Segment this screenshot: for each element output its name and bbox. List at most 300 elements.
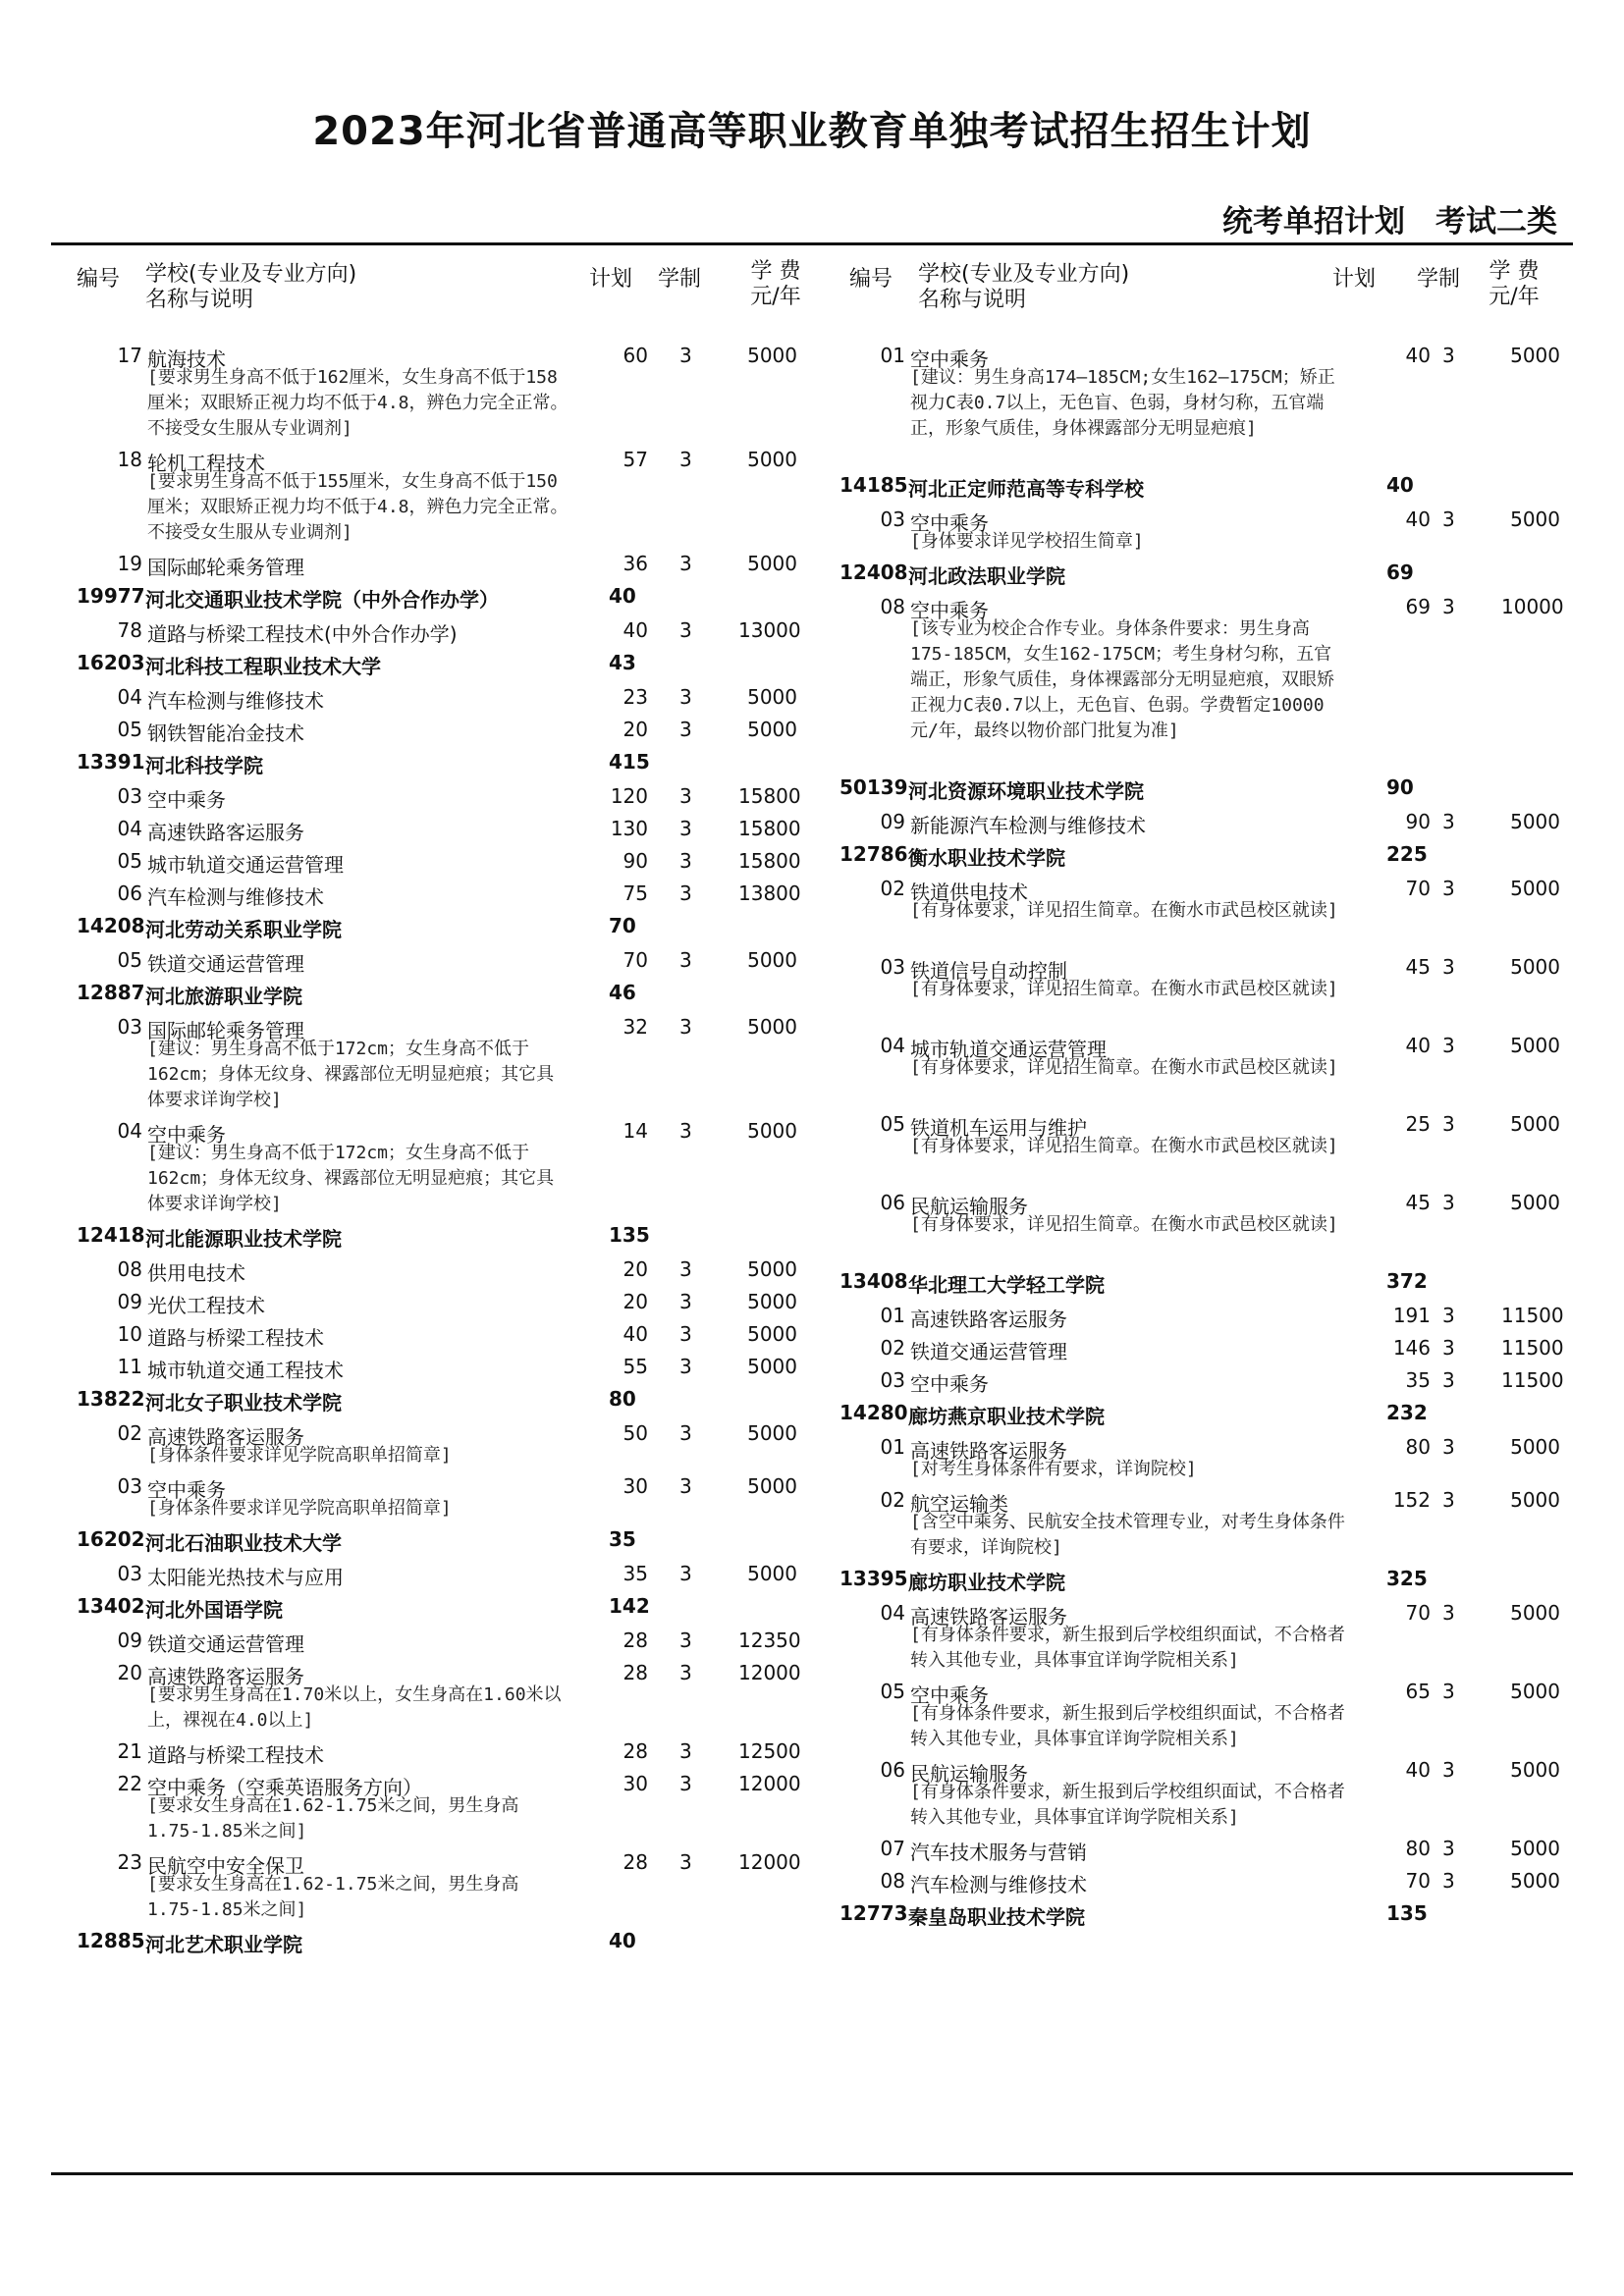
row-code: 16203: [77, 651, 145, 674]
row-name: 轮机工程技术: [147, 452, 265, 475]
row-plan: 43: [609, 651, 636, 674]
row-years: 3: [1442, 1336, 1455, 1360]
row-name: 汽车检测与维修技术: [147, 885, 324, 909]
row-code: 03: [117, 1015, 142, 1039]
row-code: 04: [880, 1601, 905, 1625]
row-code: 01: [880, 1304, 905, 1327]
row-name: 空中乘务: [910, 1683, 989, 1707]
row-fee: 5000: [1510, 507, 1560, 531]
row-code: 07: [880, 1837, 905, 1860]
row-years: 3: [679, 817, 692, 840]
row-name: 河北能源职业技术学院: [145, 1227, 342, 1251]
row-name: 廊坊职业技术学院: [908, 1571, 1065, 1594]
row-plan: 120: [610, 784, 648, 808]
row-note: [要求男生身高不低于155厘米，女生身高不低于150厘米；双眼矫正视力均不低于4.8，辨色力完全正常。不接受女生服从专业调剂]: [147, 471, 568, 543]
row-fee: 5000: [747, 552, 797, 575]
row-fee: 5000: [1510, 1112, 1560, 1136]
row-plan: 90: [1405, 810, 1431, 833]
row-years: 3: [679, 784, 692, 808]
row-code: 17: [117, 344, 142, 367]
row-fee: 5000: [747, 1257, 797, 1281]
row-code: 09: [117, 1629, 142, 1652]
row-note: [身体条件要求详见学院高职单招简章]: [147, 1498, 452, 1519]
row-years: 3: [1442, 1435, 1455, 1459]
header-plan: 计划: [1332, 267, 1377, 292]
row-plan: 80: [609, 1387, 636, 1411]
row-code: 08: [880, 1869, 905, 1893]
row-name: 道路与桥梁工程技术: [147, 1743, 324, 1767]
row-name: 空中乘务: [910, 347, 989, 371]
row-name: 民航运输服务: [910, 1195, 1028, 1218]
row-name: 河北女子职业技术学院: [145, 1391, 342, 1415]
row-code: 09: [880, 810, 905, 833]
row-name: 空中乘务: [147, 788, 226, 812]
row-plan: 40: [609, 1929, 636, 1952]
row-code: 12786: [839, 842, 908, 866]
row-name: 河北艺术职业学院: [145, 1933, 302, 1956]
row-plan: 20: [623, 1290, 648, 1313]
row-name: 廊坊燕京职业技术学院: [908, 1405, 1105, 1428]
row-fee: 5000: [1510, 810, 1560, 833]
row-name: 铁道交通运营管理: [147, 952, 304, 976]
row-fee: 5000: [1510, 955, 1560, 979]
row-code: 18: [117, 448, 142, 471]
row-code: 02: [880, 1336, 905, 1360]
row-code: 19: [117, 552, 142, 575]
row-code: 03: [117, 1562, 142, 1585]
row-code: 08: [880, 595, 905, 618]
row-code: 10: [117, 1322, 142, 1346]
row-code: 01: [880, 1435, 905, 1459]
row-code: 13391: [77, 750, 145, 774]
row-note: [建议：男生身高174—185CM;女生162—175CM；矫正视力C表0.7以上，无色盲、色弱，身材匀称，五官端正，形象气质佳，身体裸露部分无明显疤痕]: [910, 367, 1335, 439]
row-fee: 5000: [1510, 344, 1560, 367]
row-note: [有身体条件要求，新生报到后学校组织面试，不合格者转入其他专业，具体事宜详询学院相关系]: [910, 1703, 1345, 1749]
row-fee: 5000: [747, 1421, 797, 1445]
row-fee: 5000: [747, 1562, 797, 1585]
row-code: 14185: [839, 473, 908, 497]
row-name: 秦皇岛职业技术学院: [908, 1905, 1085, 1929]
row-code: 06: [880, 1191, 905, 1214]
row-fee: 13800: [738, 881, 801, 905]
row-plan: 45: [1405, 1191, 1431, 1214]
row-plan: 70: [623, 948, 648, 972]
row-years: 3: [679, 718, 692, 741]
row-plan: 372: [1386, 1269, 1428, 1293]
row-years: 3: [679, 881, 692, 905]
row-code: 12418: [77, 1223, 145, 1247]
row-plan: 28: [623, 1629, 648, 1652]
row-plan: 55: [623, 1355, 648, 1378]
row-fee: 5000: [1510, 1435, 1560, 1459]
row-fee: 5000: [1510, 1680, 1560, 1703]
row-name: 城市轨道交通运营管理: [910, 1038, 1107, 1061]
row-plan: 225: [1386, 842, 1428, 866]
row-code: 12408: [839, 561, 908, 584]
row-plan: 14: [623, 1119, 648, 1143]
row-years: 3: [679, 1322, 692, 1346]
row-fee: 5000: [1510, 1869, 1560, 1893]
row-code: 50139: [839, 775, 908, 799]
row-years: 3: [1442, 595, 1455, 618]
row-years: 3: [679, 1562, 692, 1585]
row-plan: 40: [623, 1322, 648, 1346]
row-fee: 5000: [747, 1119, 797, 1143]
row-years: 3: [1442, 344, 1455, 367]
row-plan: 28: [623, 1739, 648, 1763]
row-name: 华北理工大学轻工学院: [908, 1273, 1105, 1297]
row-code: 06: [880, 1758, 905, 1782]
row-fee: 5000: [747, 344, 797, 367]
row-years: 3: [1442, 1191, 1455, 1214]
row-years: 3: [679, 1661, 692, 1684]
row-plan: 57: [623, 448, 648, 471]
row-name: 城市轨道交通工程技术: [147, 1359, 344, 1382]
row-fee: 12000: [738, 1661, 801, 1684]
row-plan: 70: [1405, 1601, 1431, 1625]
row-code: 05: [117, 849, 142, 873]
row-name: 钢铁智能冶金技术: [147, 721, 304, 745]
row-name: 国际邮轮乘务管理: [147, 556, 304, 579]
right-column: [812, 0, 1624, 2296]
row-name: 新能源汽车检测与维修技术: [910, 814, 1146, 837]
row-years: 3: [679, 1739, 692, 1763]
row-code: 04: [880, 1034, 905, 1057]
row-fee: 12000: [738, 1850, 801, 1874]
row-name: 航空运输类: [910, 1492, 1008, 1516]
row-name: 道路与桥梁工程技术(中外合作办学): [147, 622, 458, 646]
row-years: 3: [679, 685, 692, 709]
row-code: 01: [880, 344, 905, 367]
row-note: [有身体条件要求，新生报到后学校组织面试，不合格者转入其他专业，具体事宜详询学院相关系]: [910, 1782, 1345, 1828]
row-years: 3: [1442, 1112, 1455, 1136]
row-code: 08: [117, 1257, 142, 1281]
row-name: 河北石油职业技术大学: [145, 1531, 342, 1555]
row-plan: 65: [1405, 1680, 1431, 1703]
header-fee: 学 费 元/年: [750, 259, 801, 309]
row-fee: 11500: [1501, 1368, 1564, 1392]
header-name: 学校(专业及专业方向) 名称与说明: [918, 262, 1130, 312]
row-fee: 5000: [1510, 1758, 1560, 1782]
row-plan: 232: [1386, 1401, 1428, 1424]
row-years: 3: [679, 1421, 692, 1445]
row-code: 13402: [77, 1594, 145, 1618]
row-plan: 30: [623, 1474, 648, 1498]
row-code: 13822: [77, 1387, 145, 1411]
row-code: 04: [117, 685, 142, 709]
row-code: 12773: [839, 1901, 908, 1925]
row-fee: 5000: [747, 1474, 797, 1498]
row-plan: 69: [1405, 595, 1431, 618]
row-years: 3: [1442, 507, 1455, 531]
row-name: 铁道供电技术: [910, 881, 1028, 904]
row-note: [要求男生身高不低于162厘米，女生身高不低于158厘米；双眼矫正视力均不低于4.8，辨色力完全正常。不接受女生服从专业调剂]: [147, 367, 568, 439]
row-name: 城市轨道交通运营管理: [147, 853, 344, 877]
row-name: 河北资源环境职业技术学院: [908, 779, 1144, 803]
row-plan: 135: [609, 1223, 650, 1247]
row-code: 09: [117, 1290, 142, 1313]
row-code: 03: [880, 955, 905, 979]
row-fee: 5000: [747, 1015, 797, 1039]
row-plan: 415: [609, 750, 650, 774]
row-name: 国际邮轮乘务管理: [147, 1019, 304, 1042]
row-code: 05: [880, 1112, 905, 1136]
header-code: 编号: [849, 267, 893, 292]
row-code: 21: [117, 1739, 142, 1763]
row-name: 河北劳动关系职业学院: [145, 918, 342, 941]
row-name: 铁道信号自动控制: [910, 959, 1067, 983]
row-code: 04: [117, 1119, 142, 1143]
page-title: 2023年河北省普通高等职业教育单独考试招生招生计划: [312, 109, 1312, 154]
row-years: 3: [1442, 1837, 1455, 1860]
row-plan: 28: [623, 1661, 648, 1684]
row-years: 3: [679, 1474, 692, 1498]
row-plan: 146: [1392, 1336, 1431, 1360]
row-years: 3: [1442, 1034, 1455, 1057]
row-note: [有身体条件要求，新生报到后学校组织面试，不合格者转入其他专业，具体事宜详询学院相关系]: [910, 1625, 1345, 1671]
row-code: 14208: [77, 914, 145, 937]
row-note: [有身体要求，详见招生简章。在衡水市武邑校区就读]: [910, 979, 1338, 999]
row-name: 民航运输服务: [910, 1762, 1028, 1786]
row-code: 02: [880, 1488, 905, 1512]
row-plan: 135: [1386, 1901, 1428, 1925]
row-name: 高速铁路客运服务: [147, 1425, 304, 1449]
row-plan: 80: [1405, 1837, 1431, 1860]
row-code: 06: [117, 881, 142, 905]
header-code: 编号: [77, 267, 121, 292]
row-plan: 20: [623, 718, 648, 741]
row-name: 航海技术: [147, 347, 226, 371]
row-fee: 12350: [738, 1629, 801, 1652]
row-fee: 15800: [738, 784, 801, 808]
row-plan: 90: [1386, 775, 1414, 799]
row-name: 衡水职业技术学院: [908, 846, 1065, 870]
row-plan: 40: [1405, 344, 1431, 367]
row-name: 河北交通职业技术学院（中外合作办学）: [145, 588, 499, 612]
row-name: 汽车检测与维修技术: [147, 689, 324, 713]
row-years: 3: [1442, 877, 1455, 900]
row-code: 04: [117, 817, 142, 840]
row-years: 3: [1442, 1869, 1455, 1893]
row-name: 空中乘务: [147, 1478, 226, 1502]
row-note: [含空中乘务、民航安全技术管理专业，对考生身体条件有要求，详询院校]: [910, 1512, 1345, 1558]
row-code: 05: [117, 948, 142, 972]
row-years: 3: [679, 344, 692, 367]
row-plan: 40: [1405, 1034, 1431, 1057]
row-name: 空中乘务: [147, 1123, 226, 1147]
row-note: [要求女生身高在1.62-1.75米之间，男生身高1.75-1.85米之间]: [147, 1795, 519, 1842]
row-fee: 5000: [747, 718, 797, 741]
row-note: [该专业为校企合作专业。身体条件要求：男生身高175-185CM，女生162-175CM；考生身材匀称，五官端正，形象气质佳，身体裸露部分无明显疤痕，双眼矫正视力C表0.7以上，无色盲、色弱。学费暂定10000元/年，最终以物价部门批复为准]: [910, 618, 1334, 741]
row-name: 汽车技术服务与营销: [910, 1841, 1087, 1864]
row-code: 20: [117, 1661, 142, 1684]
row-years: 3: [1442, 1304, 1455, 1327]
row-plan: 36: [623, 552, 648, 575]
footer-rule: [51, 2172, 1573, 2175]
row-plan: 90: [623, 849, 648, 873]
row-fee: 11500: [1501, 1336, 1564, 1360]
row-code: 02: [117, 1421, 142, 1445]
row-note: [身体要求详见学校招生简章]: [910, 531, 1144, 552]
row-name: 太阳能光热技术与应用: [147, 1566, 344, 1589]
row-name: 高速铁路客运服务: [147, 821, 304, 844]
row-name: 高速铁路客运服务: [910, 1605, 1067, 1629]
row-fee: 5000: [747, 448, 797, 471]
row-code: 03: [880, 507, 905, 531]
header-fee: 学 费 元/年: [1489, 259, 1540, 309]
row-name: 空中乘务: [910, 599, 989, 622]
row-name: 河北政法职业学院: [908, 564, 1065, 588]
row-code: 03: [117, 1474, 142, 1498]
row-years: 3: [679, 552, 692, 575]
row-plan: 40: [623, 618, 648, 642]
row-plan: 46: [609, 981, 636, 1004]
row-fee: 12000: [738, 1772, 801, 1795]
row-plan: 70: [1405, 1869, 1431, 1893]
row-fee: 13000: [738, 618, 801, 642]
row-code: 16202: [77, 1527, 145, 1551]
row-code: 11: [117, 1355, 142, 1378]
row-name: 空中乘务: [910, 1372, 989, 1396]
row-plan: 32: [623, 1015, 648, 1039]
row-name: 高速铁路客运服务: [910, 1308, 1067, 1331]
row-plan: 25: [1405, 1112, 1431, 1136]
row-plan: 40: [1405, 1758, 1431, 1782]
row-name: 民航空中安全保卫: [147, 1854, 304, 1878]
row-code: 03: [117, 784, 142, 808]
row-code: 05: [880, 1680, 905, 1703]
row-code: 13408: [839, 1269, 908, 1293]
row-plan: 23: [623, 685, 648, 709]
row-code: 03: [880, 1368, 905, 1392]
row-years: 3: [679, 1257, 692, 1281]
row-plan: 30: [623, 1772, 648, 1795]
row-years: 3: [1442, 810, 1455, 833]
row-fee: 5000: [1510, 1601, 1560, 1625]
row-plan: 60: [623, 344, 648, 367]
row-note: [身体条件要求详见学院高职单招简章]: [147, 1445, 452, 1466]
row-plan: 152: [1392, 1488, 1431, 1512]
header-plan: 计划: [589, 267, 633, 292]
row-fee: 10000: [1501, 595, 1564, 618]
row-plan: 35: [1405, 1368, 1431, 1392]
row-plan: 80: [1405, 1435, 1431, 1459]
row-plan: 40: [609, 584, 636, 608]
row-years: 3: [1442, 1758, 1455, 1782]
row-plan: 75: [623, 881, 648, 905]
row-plan: 325: [1386, 1567, 1428, 1590]
row-note: [建议：男生身高不低于172cm；女生身高不低于162cm；身体无纹身、裸露部位无明显疤痕；其它具体要求详询学校]: [147, 1039, 555, 1110]
row-name: 供用电技术: [147, 1261, 245, 1285]
row-fee: 5000: [747, 685, 797, 709]
row-name: 河北旅游职业学院: [145, 985, 302, 1008]
row-years: 3: [679, 448, 692, 471]
row-plan: 40: [1386, 473, 1414, 497]
row-fee: 5000: [1510, 877, 1560, 900]
row-code: 78: [117, 618, 142, 642]
row-fee: 15800: [738, 817, 801, 840]
row-note: [建议：男生身高不低于172cm；女生身高不低于162cm；身体无纹身、裸露部位无明显疤痕；其它具体要求详询学校]: [147, 1143, 555, 1214]
row-plan: 130: [610, 817, 648, 840]
row-name: 铁道交通运营管理: [147, 1632, 304, 1656]
row-years: 3: [679, 1772, 692, 1795]
row-years: 3: [1442, 1488, 1455, 1512]
row-plan: 142: [609, 1594, 650, 1618]
row-fee: 5000: [747, 1290, 797, 1313]
row-code: 02: [880, 877, 905, 900]
header-years: 学制: [658, 267, 702, 292]
row-years: 3: [1442, 1680, 1455, 1703]
row-note: [有身体要求，详见招生简章。在衡水市武邑校区就读]: [910, 1214, 1338, 1235]
header-name: 学校(专业及专业方向) 名称与说明: [145, 262, 357, 312]
row-name: 空中乘务（空乘英语服务方向）: [147, 1776, 422, 1799]
row-name: 光伏工程技术: [147, 1294, 265, 1317]
row-plan: 28: [623, 1850, 648, 1874]
row-plan: 45: [1405, 955, 1431, 979]
row-years: 3: [679, 1355, 692, 1378]
row-plan: 70: [1405, 877, 1431, 900]
row-years: 3: [679, 618, 692, 642]
row-plan: 35: [609, 1527, 636, 1551]
row-years: 3: [679, 1850, 692, 1874]
row-years: 3: [679, 849, 692, 873]
row-name: 铁道机车运用与维护: [910, 1116, 1087, 1140]
row-note: [对考生身体条件有要求，详询院校]: [910, 1459, 1197, 1479]
page-subtitle: 统考单招计划 考试二类: [1222, 204, 1557, 240]
row-code: 23: [117, 1850, 142, 1874]
row-code: 05: [117, 718, 142, 741]
row-years: 3: [679, 1629, 692, 1652]
row-plan: 20: [623, 1257, 648, 1281]
row-note: [有身体要求，详见招生简章。在衡水市武邑校区就读]: [910, 1136, 1338, 1156]
row-plan: 50: [623, 1421, 648, 1445]
row-name: 道路与桥梁工程技术: [147, 1326, 324, 1350]
row-years: 3: [679, 948, 692, 972]
row-plan: 69: [1386, 561, 1414, 584]
row-plan: 35: [623, 1562, 648, 1585]
row-years: 3: [679, 1119, 692, 1143]
row-name: 高速铁路客运服务: [147, 1665, 304, 1688]
row-plan: 191: [1392, 1304, 1431, 1327]
row-years: 3: [679, 1290, 692, 1313]
row-fee: 5000: [1510, 1837, 1560, 1860]
row-years: 3: [1442, 1601, 1455, 1625]
row-code: 12887: [77, 981, 145, 1004]
row-note: [要求女生身高在1.62-1.75米之间，男生身高1.75-1.85米之间]: [147, 1874, 519, 1920]
row-plan: 40: [1405, 507, 1431, 531]
row-name: 高速铁路客运服务: [910, 1439, 1067, 1463]
row-fee: 5000: [747, 1322, 797, 1346]
row-fee: 5000: [747, 1355, 797, 1378]
row-fee: 5000: [1510, 1191, 1560, 1214]
row-name: 空中乘务: [910, 511, 989, 535]
row-name: 河北正定师范高等专科学校: [908, 477, 1144, 501]
row-fee: 5000: [747, 948, 797, 972]
row-code: 12885: [77, 1929, 145, 1952]
row-code: 14280: [839, 1401, 908, 1424]
row-name: 河北科技工程职业技术大学: [145, 655, 381, 678]
row-name: 铁道交通运营管理: [910, 1340, 1067, 1363]
row-code: 13395: [839, 1567, 908, 1590]
row-fee: 15800: [738, 849, 801, 873]
row-code: 22: [117, 1772, 142, 1795]
row-years: 3: [679, 1015, 692, 1039]
row-years: 3: [1442, 1368, 1455, 1392]
row-code: 19977: [77, 584, 145, 608]
header-years: 学制: [1417, 267, 1461, 292]
row-fee: 5000: [1510, 1034, 1560, 1057]
row-plan: 70: [609, 914, 636, 937]
